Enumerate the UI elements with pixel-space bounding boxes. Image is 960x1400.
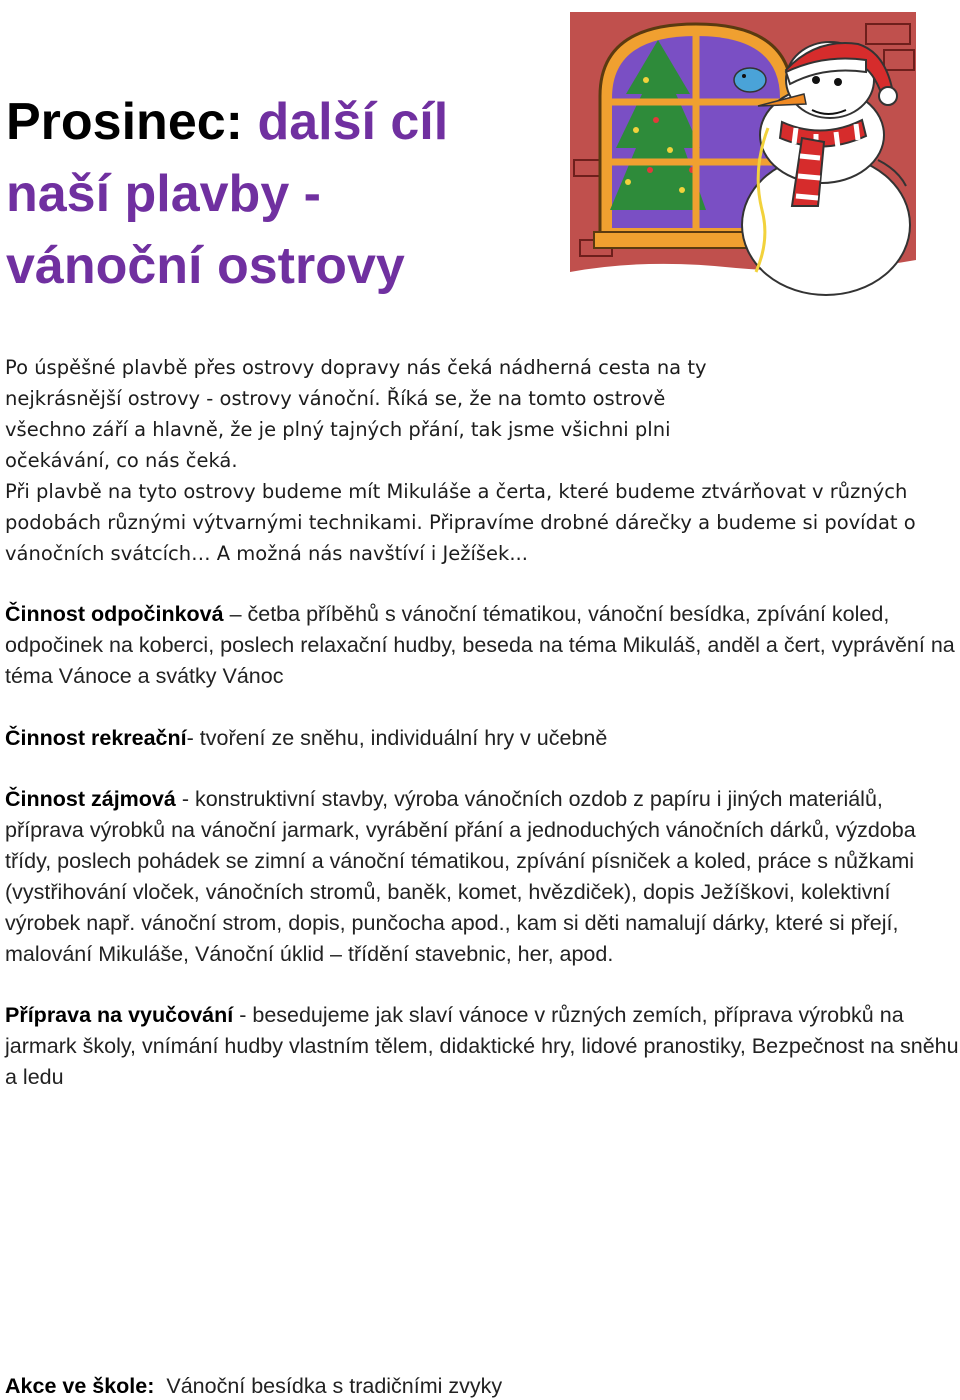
section-priprava <box>5 1000 960 1093</box>
intro-line-1: Po úspěšné plavbě přes ostrovy dopravy nás čeká nádherná cesta na ty <box>5 356 707 379</box>
school-event-label: Akce ve škole: <box>5 1374 155 1398</box>
section-label: Činnost rekreační <box>5 726 187 750</box>
title-line-3: vánoční ostrovy <box>6 237 405 295</box>
section-label: Příprava na vyučování <box>5 1003 234 1027</box>
intro-paragraph <box>5 352 960 476</box>
section-text: – četba příběhů s vánoční tématikou, vánoční besídka, zpívání koled, odpočinek na koberci, poslech relaxační hudby, beseda na téma Mikuláš, anděl a čert, vyprávění na téma Vánoce a svátky Vánoc <box>5 602 955 688</box>
school-event <box>5 1372 955 1400</box>
section-text: - konstruktivní stavby, výroba vánočních ozdob z papíru i jiných materiálů, příprava výrobků na vánoční jarmark, vyrábění přání a jednoduchých vánočních dárků, výzdoba třídy, poslech pohádek se zimní a vánoční tématikou, zpívání písniček a koled, práce s nůžkami (vystřihování vloček, vánočních stromů, baněk, komet, hvězdiček), dopis Ježíškovi, kolektivní výrobek např. vánoční strom, dopis, punčocha apod., kam si děti namalují dárky, které si přejí, malování Mikuláše, Vánoční úklid – třídění stavebnic, her, apod. <box>5 787 916 966</box>
intro-line-3: všechno září a hlavně, že je plný tajných přání, tak jsme všichni plni <box>5 418 671 441</box>
school-event-text: Vánoční besídka s tradičními zvyky <box>166 1374 503 1398</box>
section-rekreacni <box>5 723 960 754</box>
title-month: Prosinec: <box>6 93 243 151</box>
section-label: Činnost odpočinková <box>5 602 224 626</box>
intro-line-4: očekávání, co nás čeká. <box>5 449 238 472</box>
section-odpocinkova <box>5 599 960 692</box>
section-text: - tvoření ze sněhu, individuální hry v učebně <box>186 726 608 750</box>
section-label: Činnost zájmová <box>5 787 176 811</box>
section-zajmova <box>5 784 960 970</box>
snowman-window-illustration <box>566 10 918 298</box>
intro-line-2: nejkrásnější ostrovy - ostrovy vánoční. Říká se, že na tomto ostrově <box>5 387 666 410</box>
intro-paragraph-2: Při plavbě na tyto ostrovy budeme mít Mikuláše a čerta, které budeme ztvárňovat v různých podobách různými výtvarnými technikami. Připravíme drobné dárečky a budeme si povídat o vánočních svátcích… A možná nás navštíví i Ježíšek... <box>5 480 916 565</box>
title-accent: další cíl <box>257 93 449 151</box>
title-line-2: naší plavby - <box>6 165 321 223</box>
section-text: - besedujeme jak slaví vánoce v různých zemích, příprava výrobků na jarmark školy, vnímání hudby vlastním tělem, didaktické hry, lidové pranostiky, Bezpečnost na sněhu a ledu <box>5 1003 959 1089</box>
page-title <box>6 86 566 302</box>
